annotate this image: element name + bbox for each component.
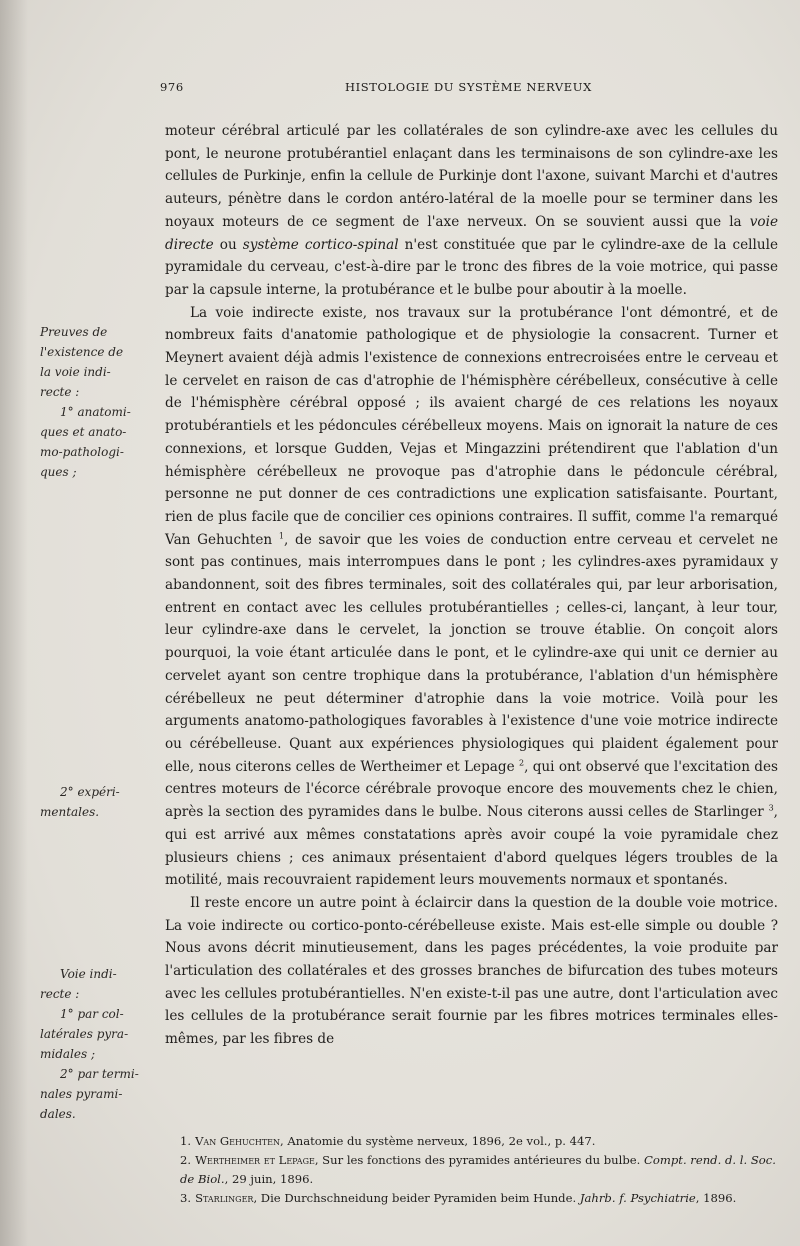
- margin-note-experimental: [40, 782, 148, 822]
- margin-note-line: latérales pyra-: [40, 1027, 129, 1041]
- margin-note-line: recte :: [40, 987, 80, 1001]
- margin-note-indirect-path: [40, 964, 148, 1124]
- margin-note-line: Voie indi-: [60, 967, 117, 981]
- margin-note-proofs: [40, 322, 148, 482]
- paragraph-2: [165, 302, 778, 892]
- footnote-label: 3.: [180, 1191, 192, 1205]
- footnote-journal: Compt. rend. d. l. Soc. de Biol.: [180, 1153, 776, 1186]
- margin-note-line: 1° anatomi-: [60, 405, 131, 419]
- margin-note-line: ques ;: [40, 465, 77, 479]
- paragraph-3: Il reste encore un autre point à éclaircir dans la question de la double voie motrice. La voie indirecte ou cortico-ponto-cérébelleuse existe. Mais est-elle simple ou double ? Nous avons décrit minutieusement, dans les pages précédentes, la voie produite par l'articulation des collatérales et des grosses branches de bifurcation des tubes moteurs avec les cellules protubérantielles. N'en existe-t-il pas une autre, dont l'articulation avec les cellules de la protubérance serait fournie par les fibres motrices terminales elles-mêmes, par les fibres de: [165, 894, 778, 1048]
- footnote-author: Starlinger: [195, 1191, 254, 1205]
- footnote-text: , Sur les fonctions des pyramides antérieures du bulbe.: [314, 1153, 641, 1167]
- page-number: 976: [160, 80, 184, 94]
- margin-note-line: mentales.: [40, 805, 100, 819]
- margin-note-line: 2° expéri-: [60, 785, 120, 799]
- paragraph-1-connector: ou: [213, 236, 243, 253]
- margin-note-line: recte :: [40, 385, 80, 399]
- margin-note-line: l'existence de: [40, 345, 124, 359]
- main-text: [165, 120, 778, 1051]
- footnote-ref-1[interactable]: 1: [278, 531, 284, 541]
- margin-note-line: la voie indi-: [40, 365, 111, 379]
- footnote-journal: Jahrb. f. Psychiatrie: [579, 1191, 696, 1205]
- page-header: [160, 80, 780, 98]
- margin-note-line: mo-pathologi-: [40, 445, 124, 459]
- footnote-2: [160, 1151, 780, 1189]
- paragraph-2-part-c: , qui ont observé que l'excitation des centres moteurs de l'écorce cérébrale provoque encore des mouvements chez le chien, après la section des pyramides dans le bulbe. Nous citerons aussi celles de Starlinger: [165, 758, 778, 821]
- footnotes: [160, 1132, 780, 1208]
- running-head: HISTOLOGIE DU SYSTÈME NERVEUX: [345, 80, 592, 94]
- margin-note-line: Preuves de: [40, 325, 108, 339]
- margin-note-line: midales ;: [40, 1047, 96, 1061]
- paragraph-2-part-a: La voie indirecte existe, nos travaux sur la protubérance l'ont démontré, et de nombreux faits d'anatomie pathologique et de physiologie la consacrent. Turner et Meynert avaient déjà admis l'existence de connexions entrecroisées entre le cerveau et le cervelet en raison de cas d'atrophie de l'hémisphère cérébelleux, consécutive à celle de l'hémisphère cérébral opposé ; ils avaient chargé de ces relations les noyaux protubérantiels et les pédoncules cérébelleux moyens. Mais on ignorait la nature de ces connexions, et lorsque Gudden, Vejas et Mingazzini prétendirent que l'ablation d'un hémisphère cérébelleux ne provoque pas d'atrophie dans le pédoncule cérébral, personne ne put donner de ces contradictions une explication satisfaisante. Pourtant, rien de plus facile que de concilier ces opinions contraires. Il suffit, comme l'a remarqué Van Gehuchten: [165, 304, 778, 548]
- term-voie-directe: voie directe: [165, 213, 778, 253]
- paragraph-1-start: moteur cérébral articulé par les collatérales de son cylindre-axe avec les cellules du pont, le neurone protubérantiel enlaçant dans les terminaisons de son cylindre-axe les cellules de Purkinje, enfin la cellule de Purkinje dont l'axone, suivant Marchi et d'autres auteurs, pénètre dans le cordon antéro-latéral de la moelle pour se terminer dans les noyaux moteurs de ce segment de l'axe nerveux. On se souvient aussi que la: [165, 123, 778, 230]
- footnote-ref-3[interactable]: 3: [768, 803, 774, 813]
- footnote-author: Wertheimer et Lepage: [195, 1153, 315, 1167]
- margin-note-line: 2° par termi-: [60, 1067, 139, 1081]
- footnote-1: [160, 1132, 780, 1151]
- margin-note-line: 1° par col-: [60, 1007, 124, 1021]
- page-gutter-shadow: [0, 0, 28, 1246]
- margin-note-line: ques et anato-: [40, 425, 127, 439]
- footnote-ref-2[interactable]: 2: [518, 758, 525, 768]
- footnote-label: 1.: [180, 1134, 192, 1148]
- term-systeme-cortico-spinal: système cortico-spinal: [242, 236, 399, 253]
- margin-note-line: dales.: [40, 1107, 76, 1121]
- footnote-text: , Die Durchschneidung beider Pyramiden beim Hunde.: [253, 1191, 580, 1205]
- margin-note-line: nales pyrami-: [40, 1087, 123, 1101]
- paragraph-1-end: n'est constituée que par le cylindre-axe de la cellule pyramidale du cerveau, c'est-à-dire par le tronc des fibres de la voie motrice, qui passe par la capsule interne, la protubérance et le bulbe pour aboutir à la moelle.: [165, 236, 778, 298]
- paragraph-1: [165, 120, 778, 302]
- paragraph-2-part-b: , de savoir que les voies de conduction entre cerveau et cervelet ne sont pas continues, mais interrompues dans le pont ; les cylindres-axes pyramidaux y abandonnent, soit des fibres terminales, soit des collatérales qui, par leur arborisation, entrent en contact avec les cellules protubérantielles ; celles-ci, lançant, à leur tour, leur cylindre-axe dans le cervelet, la jonction se trouve établie. On conçoit alors pourquoi, la voie étant articulée dans le pont, et le cylindre-axe qui unit ce dernier au cervelet ayant son centre trophique dans la protubérance, l'ablation d'un hémisphère cérébelleux ne peut déterminer d'atrophie dans la voie motrice. Voilà pour les arguments anatomo-pathologiques favorables à l'existence d'une voie motrice indirecte ou cérébelleuse. Quant aux expériences physiologiques qui plaident également pour elle, nous citerons celles de Wertheimer et Lepage: [165, 531, 778, 775]
- footnote-label: 2.: [180, 1153, 192, 1167]
- footnote-date: , 29 juin, 1896.: [224, 1172, 314, 1186]
- footnote-text: , Anatomie du système nerveux, 1896, 2e vol., p. 447.: [280, 1134, 596, 1148]
- footnote-author: Van Gehuchten: [195, 1134, 280, 1148]
- paragraph-2-part-d: , qui est arrivé aux mêmes constatations après avoir coupé la voie pyramidale chez plusieurs chiens ; ces animaux présentaient d'abord quelques légers troubles de la motilité, mais recouvraient rapidement leurs mouvements normaux et spontanés.: [165, 804, 778, 889]
- footnote-date: , 1896.: [695, 1191, 737, 1205]
- footnote-3: [160, 1189, 780, 1208]
